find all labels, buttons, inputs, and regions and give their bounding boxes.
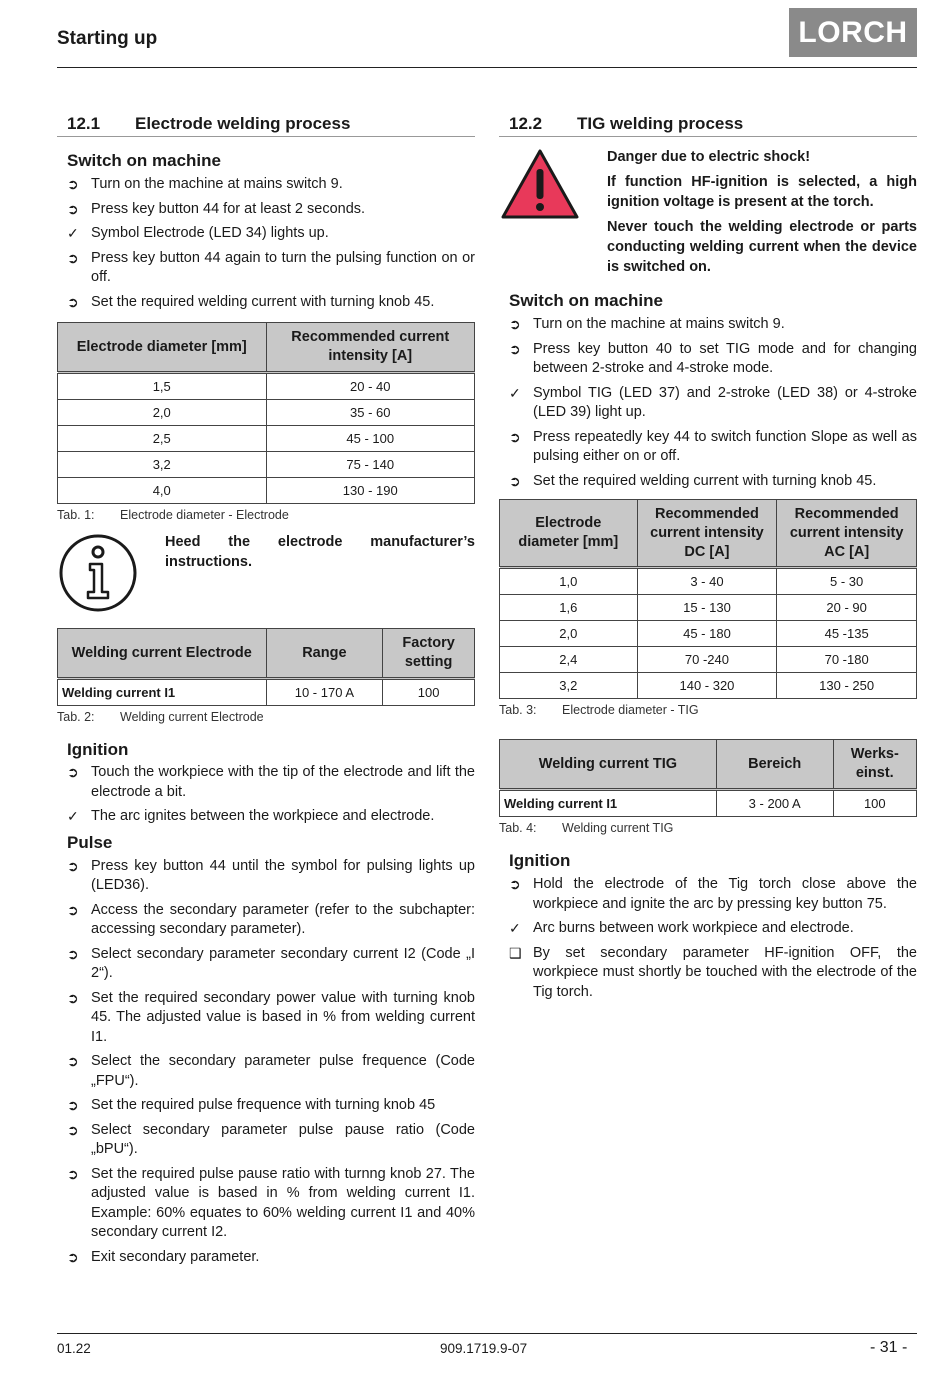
list-item (67, 989, 475, 1048)
welding-current-electrode-table (57, 628, 475, 706)
table-row (58, 400, 475, 426)
table-header: Welding current TIG (500, 740, 717, 790)
header-divider (57, 67, 917, 68)
table-cell: 3,2 (58, 452, 267, 478)
table-cell: 10 - 170 A (266, 679, 383, 706)
table-cell: 20 - 90 (777, 595, 917, 621)
list-item (67, 763, 475, 802)
step-text: Press repeatedly key 44 to switch function Slope as well as pulsing either on or off. (533, 428, 917, 464)
table-caption (57, 508, 475, 528)
table-cell: 1,6 (500, 595, 638, 621)
list-item (67, 175, 475, 195)
info-notice (57, 532, 475, 622)
step-text: The arc ignites between the workpiece and electrode. (91, 808, 435, 824)
step-marker: ➲ (67, 989, 79, 1006)
switch-on-steps (499, 315, 917, 491)
danger-line-1: Danger due to electric shock! (607, 149, 811, 165)
table-header: Factory setting (383, 629, 475, 679)
step-text: Press key button 44 for at least 2 seconds. (91, 200, 366, 217)
list-item (509, 340, 917, 379)
table-cell: 75 - 140 (266, 452, 475, 478)
table-row (500, 647, 917, 673)
table-header: Range (266, 629, 383, 679)
table-header: Welding current Electrode (58, 629, 267, 679)
step-marker: ➲ (509, 428, 521, 445)
table-row (58, 452, 475, 478)
step-text: Press key button 40 to set TIG mode and for changing between 2-stroke and 4-stroke mode. (533, 340, 917, 376)
table-header: Electrode diameter [mm] (500, 500, 638, 568)
caption-number: Tab. 2: (57, 710, 95, 724)
ignition-steps (57, 763, 475, 827)
switch-on-heading: Switch on machine (67, 151, 221, 170)
section-number: 12.1 (67, 114, 101, 133)
step-marker: ➲ (67, 1097, 79, 1113)
step-marker: ➲ (67, 1165, 79, 1182)
list-item (67, 857, 475, 896)
step-text: Symbol Electrode (LED 34) lights up. (91, 225, 329, 241)
caption-text: Electrode diameter - Electrode (120, 508, 289, 522)
table-cell: 1,5 (58, 373, 267, 400)
step-text: Set the required pulse frequence with turning knob 45 (91, 1097, 436, 1113)
list-item (67, 200, 475, 220)
step-marker: ✓ (509, 384, 521, 401)
ignition-heading: Ignition (509, 851, 571, 870)
list-item (67, 293, 475, 313)
step-text: Select secondary parameter secondary current I2 (Code „I 2“). (91, 945, 475, 981)
step-text: Turn on the machine at mains switch 9. (533, 316, 785, 332)
pulse-steps (57, 857, 475, 1268)
table-cell: 70 -180 (777, 647, 917, 673)
step-marker: ✓ (67, 808, 79, 824)
step-text: Set the required welding current with turning knob 45. (533, 472, 877, 489)
warning-triangle-icon (499, 147, 581, 221)
step-text: Arc burns between work workpiece and electrode. (533, 920, 854, 936)
table-header: Recommended current intensity [A] (266, 323, 475, 373)
list-item (67, 1052, 475, 1091)
table-caption (499, 821, 917, 841)
footer-divider (57, 1333, 917, 1334)
table-header: Werks-einst. (833, 740, 916, 790)
step-text: Set the required welding current with turning knob 45. (91, 293, 435, 310)
step-text: Hold the electrode of the Tig torch close above the workpiece and ignite the arc by pressing key button 75. (533, 876, 917, 912)
step-marker: ➲ (67, 901, 79, 918)
step-marker: ➲ (509, 472, 521, 489)
table-cell: Welding current I1 (500, 790, 717, 817)
table-cell: 1,0 (500, 568, 638, 595)
list-item (67, 901, 475, 940)
step-marker: ➲ (67, 1121, 79, 1138)
table-cell: 45 -135 (777, 621, 917, 647)
step-marker: ➲ (67, 1248, 79, 1265)
ignition-steps (499, 875, 917, 1002)
table-row (58, 679, 475, 706)
step-text: Access the secondary parameter (refer to the subchapter: accessing secondary parameter). (91, 901, 475, 937)
list-item (67, 945, 475, 984)
table-header: Recommended current intensity DC [A] (637, 500, 777, 568)
table-row (58, 426, 475, 452)
footer-doc-number: 909.1719.9-07 (440, 1341, 528, 1356)
table-cell: 130 - 250 (777, 673, 917, 699)
info-notice-text: Heed the electrode manufacturer’s instructions. (165, 534, 475, 570)
step-text: Symbol TIG (LED 37) and 2-stroke (LED 38) or 4-stroke (LED 39) light up. (533, 384, 917, 420)
table-cell: 2,5 (58, 426, 267, 452)
table-caption (57, 710, 475, 730)
step-marker: ✓ (67, 225, 79, 241)
left-column (57, 113, 475, 1272)
table-cell: 3 - 40 (637, 568, 777, 595)
table-cell: 5 - 30 (777, 568, 917, 595)
section-heading-tig (499, 113, 917, 137)
caption-text: Welding current TIG (562, 821, 674, 835)
list-item (67, 807, 475, 827)
step-marker: ❑ (509, 944, 522, 961)
list-item (509, 875, 917, 914)
lorch-logo: LORCH (789, 8, 917, 57)
table-cell: 130 - 190 (266, 478, 475, 504)
table-row (58, 373, 475, 400)
step-marker: ➲ (67, 945, 79, 962)
step-text: Set the required pulse pause ratio with turnng knob 27. The adjusted value is based in % from welding current I1. Example: 60% equates to 60% welding current I1 and 40% secondary current I2. (91, 1165, 475, 1240)
footer-date: 01.22 (57, 1341, 91, 1356)
step-marker: ➲ (509, 316, 521, 332)
step-text: Turn on the machine at mains switch 9. (91, 176, 343, 192)
electrode-diameter-table (57, 322, 475, 504)
table-row (500, 621, 917, 647)
list-item (509, 315, 917, 335)
right-column (499, 113, 917, 1007)
table-row (500, 673, 917, 699)
step-marker: ➲ (67, 293, 79, 310)
section-heading-electrode (57, 113, 475, 137)
pulse-heading: Pulse (67, 832, 113, 852)
caption-number: Tab. 3: (499, 703, 537, 717)
table-cell: Welding current I1 (58, 679, 267, 706)
page-number: - 31 - (870, 1339, 908, 1356)
list-item (67, 1248, 475, 1268)
table-cell: 100 (383, 679, 475, 706)
step-text: Press key button 44 until the symbol for pulsing lights up (LED36). (91, 857, 475, 893)
list-item (509, 428, 917, 467)
list-item (509, 472, 917, 492)
switch-on-heading: Switch on machine (509, 291, 663, 310)
ignition-heading: Ignition (67, 740, 129, 759)
list-item (67, 224, 475, 244)
table-cell: 3,2 (500, 673, 638, 699)
table-header: Bereich (716, 740, 833, 790)
step-text: Touch the workpiece with the tip of the electrode and lift the electrode a bit. (91, 764, 475, 800)
caption-text: Electrode diameter - TIG (562, 703, 699, 717)
danger-line-3: Never touch the welding electrode or parts conducting welding current when the device is switched on. (607, 219, 917, 275)
table-cell: 70 -240 (637, 647, 777, 673)
step-marker: ➲ (67, 176, 79, 192)
caption-number: Tab. 4: (499, 821, 537, 835)
table-cell: 35 - 60 (266, 400, 475, 426)
table-cell: 2,4 (500, 647, 638, 673)
table-cell: 45 - 100 (266, 426, 475, 452)
step-marker: ➲ (67, 249, 79, 266)
table-cell: 15 - 130 (637, 595, 777, 621)
list-item (67, 1096, 475, 1116)
table-cell: 140 - 320 (637, 673, 777, 699)
caption-text: Welding current Electrode (120, 710, 264, 724)
step-text: Select the secondary parameter pulse frequence (Code „FPU“). (91, 1053, 475, 1089)
table-cell: 2,0 (500, 621, 638, 647)
danger-notice-text (607, 147, 917, 277)
table-header: Recommended current intensity AC [A] (777, 500, 917, 568)
info-icon (57, 532, 139, 614)
danger-notice (499, 147, 917, 275)
page-header-title: Starting up (57, 28, 158, 49)
step-marker: ✓ (509, 920, 521, 936)
caption-number: Tab. 1: (57, 508, 95, 522)
danger-line-2: If function HF-ignition is selected, a high ignition voltage is present at the torch. (607, 174, 917, 210)
table-cell: 3 - 200 A (716, 790, 833, 817)
list-item (509, 384, 917, 423)
table-cell: 20 - 40 (266, 373, 475, 400)
table-cell: 100 (833, 790, 916, 817)
table-row (500, 595, 917, 621)
section-title: TIG welding process (577, 114, 744, 133)
step-marker: ➲ (509, 340, 521, 357)
step-text: Press key button 44 again to turn the pulsing function on or off. (91, 249, 475, 285)
list-item (509, 944, 917, 1003)
switch-on-steps (57, 175, 475, 312)
list-item (67, 1165, 475, 1243)
table-caption (499, 703, 917, 723)
table-row (58, 478, 475, 504)
step-text: Select secondary parameter pulse pause ratio (Code „bPU“). (91, 1121, 475, 1157)
step-text: By set secondary parameter HF-ignition OFF, the workpiece must shortly be touched with the electrode of the Tig torch. (533, 944, 917, 1000)
step-text: Set the required secondary power value with turning knob 45. The adjusted value is based in % from welding current I1. (91, 989, 475, 1045)
section-title: Electrode welding process (135, 114, 351, 133)
step-marker: ➲ (67, 200, 79, 217)
step-text: Exit secondary parameter. (91, 1248, 260, 1265)
table-cell: 4,0 (58, 478, 267, 504)
list-item (509, 919, 917, 939)
step-marker: ➲ (67, 1053, 79, 1069)
table-cell: 2,0 (58, 400, 267, 426)
step-marker: ➲ (67, 764, 79, 780)
list-item (67, 249, 475, 288)
table-row (500, 790, 917, 817)
step-marker: ➲ (67, 857, 79, 874)
table-header: Electrode diameter [mm] (58, 323, 267, 373)
table-cell: 45 - 180 (637, 621, 777, 647)
step-marker: ➲ (509, 876, 521, 892)
section-number: 12.2 (509, 114, 543, 133)
table-row (500, 568, 917, 595)
list-item (67, 1121, 475, 1160)
welding-current-tig-table (499, 739, 917, 817)
tig-electrode-diameter-table (499, 499, 917, 699)
